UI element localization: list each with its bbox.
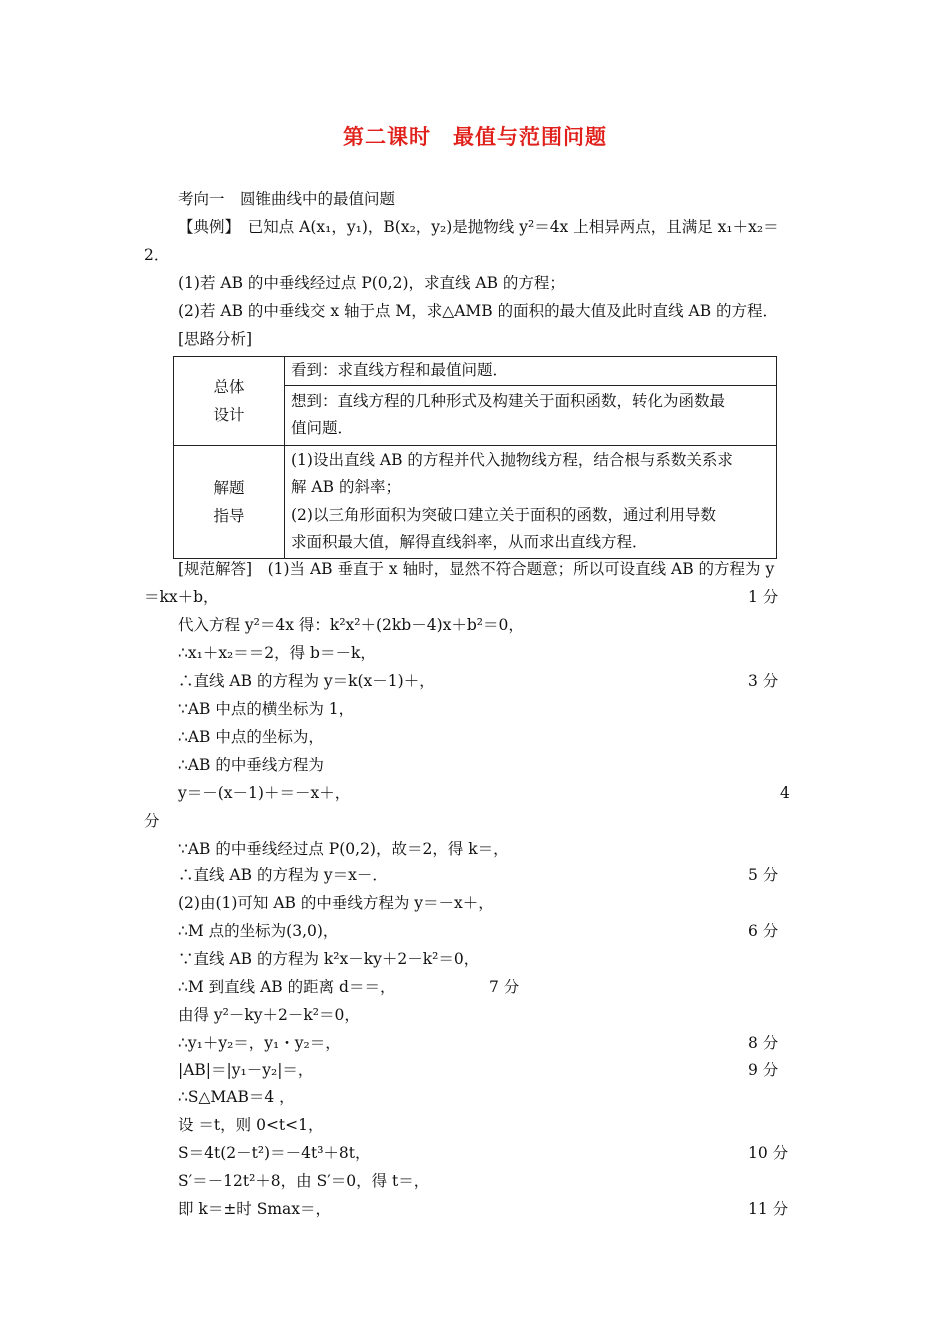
solution-line: 设 ＝t，则 0<t<1， — [178, 1116, 324, 1134]
header-text: 解题 — [213, 478, 245, 497]
think-cell — [285, 385, 777, 445]
solution-line: (2)由(1)可知 AB 的中垂线方程为 y＝－x＋， — [178, 894, 494, 912]
page-title: 第二课时 最值与范围问题 — [343, 125, 607, 149]
solution-line: ∴AB 的中垂线方程为 — [178, 756, 324, 774]
solution-line: y＝－(x－1)＋＝－x＋， — [178, 784, 351, 802]
score-mark: 8 分 — [748, 1034, 779, 1052]
solution-line: ∴M 点的坐标为(3,0)， — [178, 922, 339, 940]
score-mark: 11 分 — [748, 1200, 789, 1218]
score-mark: 3 分 — [748, 672, 779, 690]
section-heading: 考向一 圆锥曲线中的最值问题 — [178, 190, 396, 208]
solution-line: S′＝－12t²＋8，由 S′＝0，得 t＝， — [178, 1172, 430, 1190]
score-mark: 4 — [780, 784, 790, 802]
score-mark: 10 分 — [748, 1144, 789, 1162]
solution-line: ∴x₁＋x₂＝＝2，得 b＝－k， — [178, 644, 376, 662]
solution-line: ∴M 到直线 AB 的距离 d＝＝， — [178, 978, 396, 996]
solution-line: |AB|＝|y₁－y₂|＝， — [178, 1061, 314, 1079]
cell-text: 求面积最大值，解得直线斜率，从而求出直线方程． — [291, 533, 648, 551]
solution-line: ∴S△MAB＝4 ， — [178, 1088, 295, 1106]
solution-line: 代入方程 y²＝4x 得：k²x²＋(2kb－4)x＋b²＝0， — [178, 616, 524, 634]
cell-text: (2)以三角形面积为突破口建立关于面积的函数，通过利用导数 — [291, 505, 716, 524]
cell-text: 想到：直线方程的几种形式及构建关于面积函数，转化为函数最 — [291, 391, 726, 410]
header-text: 指导 — [213, 506, 245, 525]
solution-line: ∵直线 AB 的方程为 k²x－ky＋2－k²＝0， — [178, 950, 480, 968]
cell-text: (1)设出直线 AB 的方程并代入抛物线方程，结合根与系数关系求 — [291, 450, 733, 469]
question-1: (1)若 AB 的中垂线经过点 P(0,2)，求直线 AB 的方程； — [178, 274, 565, 292]
solution-line: ∴y₁＋y₂＝，y₁・y₂＝， — [178, 1034, 341, 1052]
score-mark: 7 分 — [489, 978, 520, 996]
question-2: (2)若 AB 的中垂线交 x 轴于点 M，求△AMB 的面积的最大值及此时直线 AB 的方程． — [178, 302, 779, 320]
header-text: 总体 — [213, 377, 245, 396]
solution-guide-header — [174, 445, 285, 558]
cell-text: 值问题． — [291, 419, 354, 437]
example-line-1: 【典例】 已知点 A(x₁，y₁)，B(x₂，y₂)是抛物线 y²＝4x 上相异两点，且满足 x₁＋x₂＝ — [178, 218, 779, 236]
solution-line: ＝kx＋b， — [144, 588, 219, 606]
score-mark: 9 分 — [748, 1061, 779, 1079]
header-text: 设计 — [213, 405, 245, 424]
solution-line: ∵AB 中点的横坐标为 1， — [178, 700, 355, 718]
solution-line: S＝4t(2－t²)＝－4t³＋8t， — [178, 1144, 371, 1162]
solution-line: 由得 y²－ky＋2－k²＝0， — [178, 1006, 360, 1024]
solution-line: 分 — [144, 812, 160, 830]
see-cell: 看到：求直线方程和最值问题． — [285, 357, 777, 386]
analysis-label: [思路分析] — [178, 330, 253, 348]
solution-line: ∴直线 AB 的方程为 y＝k(x－1)＋， — [178, 672, 435, 690]
solution-line: [规范解答] (1)当 AB 垂直于 x 轴时，显然不符合题意；所以可设直线 AB 的方程为 y — [178, 560, 775, 578]
score-mark: 6 分 — [748, 922, 779, 940]
score-mark: 5 分 — [748, 866, 779, 884]
solution-line: ∴直线 AB 的方程为 y＝x－． — [178, 866, 388, 884]
solution-line: 即 k＝±时 Smax＝， — [178, 1200, 332, 1218]
overall-design-header — [174, 357, 285, 446]
solution-line: ∴AB 中点的坐标为， — [178, 728, 324, 746]
cell-text: 解 AB 的斜率； — [291, 478, 401, 496]
solution-line: ∵AB 的中垂线经过点 P(0,2)，故＝2，得 k＝， — [178, 840, 509, 858]
score-mark: 1 分 — [748, 588, 779, 606]
example-line-2: 2． — [144, 246, 170, 264]
guide-cell — [285, 445, 777, 558]
analysis-table — [173, 356, 777, 559]
